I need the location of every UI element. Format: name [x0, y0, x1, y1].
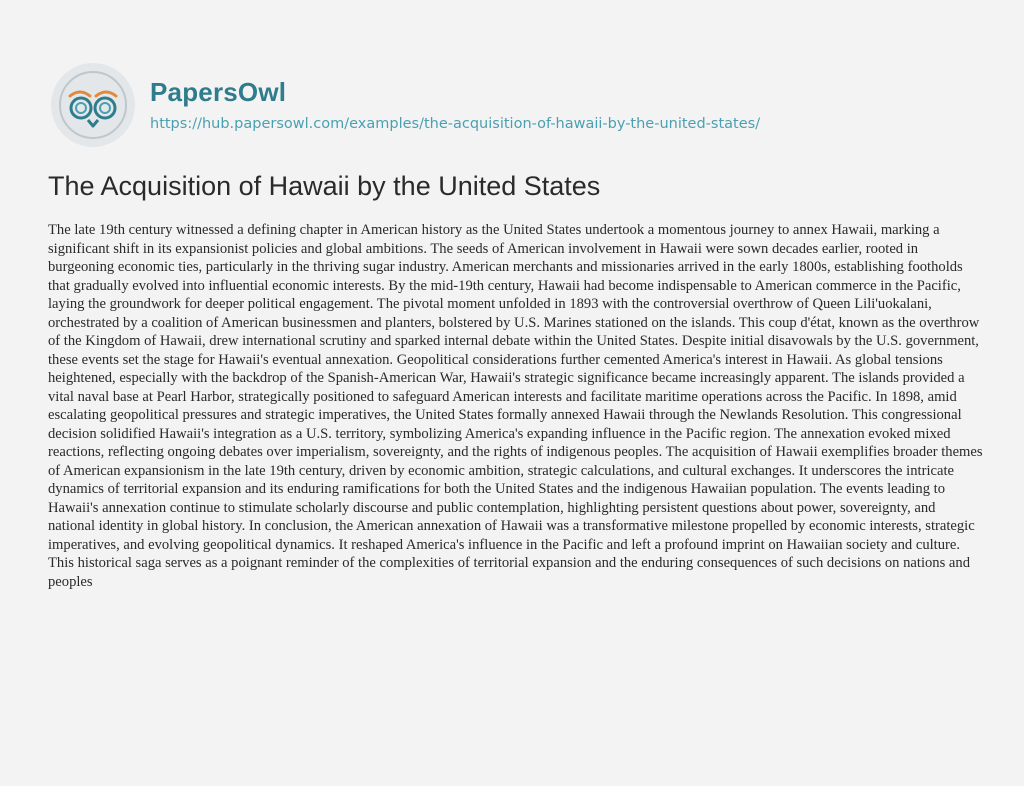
- source-url-link[interactable]: https://hub.papersowl.com/examples/the-acquisition-of-hawaii-by-the-united-states/: [150, 116, 761, 132]
- article-body: The late 19th century witnessed a defining chapter in American history as the United States undertook a momentous journey to annex Hawaii, marking a significant shift in its expansionist policies and global ambitions. The seeds of American involvement in Hawaii were sown decades earlier, rooted in burgeoning economic ties, particularly in the thriving sugar industry. American merchants and missionaries arrived in the early 1800s, establishing footholds that gradually evolved into influential economic interests. By the mid-19th century, Hawaii had become indispensable to American commerce in the Pacific, laying the groundwork for deeper political engagement. The pivotal moment unfolded in 1893 with the controversial overthrow of Queen Lili'uokalani, orchestrated by a coalition of American businessmen and planters, bolstered by U.S. Marines stationed on the islands. This coup d'état, known as the overthrow of the Kingdom of Hawaii, drew international scrutiny and sparked internal debate within the United States. Despite initial disavowals by the U.S. government, these events set the stage for Hawaii's eventual annexation. Geopolitical considerations further cemented America's interest in Hawaii. As global tensions heightened, especially with the backdrop of the Spanish-American War, Hawaii's strategic significance became increasingly apparent. The islands provided a vital naval base at Pearl Harbor, strategically positioned to safeguard American interests and facilitate maritime operations across the Pacific. In 1898, amid escalating geopolitical pressures and strategic imperatives, the United States formally annexed Hawaii through the Newlands Resolution. This congressional decision solidified Hawaii's integration as a U.S. territory, symbolizing America's expanding influence in the Pacific region. The annexation evoked mixed reactions, reflecting ongoing debates over imperialism, sovereignty, and the rights of indigenous peoples. The acquisition of Hawaii exemplifies broader themes of American expansionism in the late 19th century, driven by economic ambition, strategic calculations, and cultural exchanges. It underscores the intricate dynamics of territorial expansion and its enduring ramifications for both the United States and the indigenous Hawaiian population. The events leading to Hawaii's annexation continue to stimulate scholarly discourse and public contemplation, highlighting persistent questions about power, sovereignty, and national identity in global history. In conclusion, the American annexation of Hawaii was a transformative milestone propelled by economic interests, strategic imperatives, and evolving geopolitical dynamics. It reshaped America's influence in the Pacific and left a profound imprint on Hawaiian society and culture. This historical saga serves as a poignant reminder of the complexities of territorial expansion and the enduring consequences of such decisions on nations and peoples: [48, 222, 983, 590]
- article-title: The Acquisition of Hawaii by the United States: [48, 171, 601, 201]
- owl-logo-icon[interactable]: [50, 62, 136, 148]
- brand-name[interactable]: PapersOwl: [150, 77, 287, 107]
- brand-block: [150, 77, 760, 133]
- site-header: [50, 62, 760, 148]
